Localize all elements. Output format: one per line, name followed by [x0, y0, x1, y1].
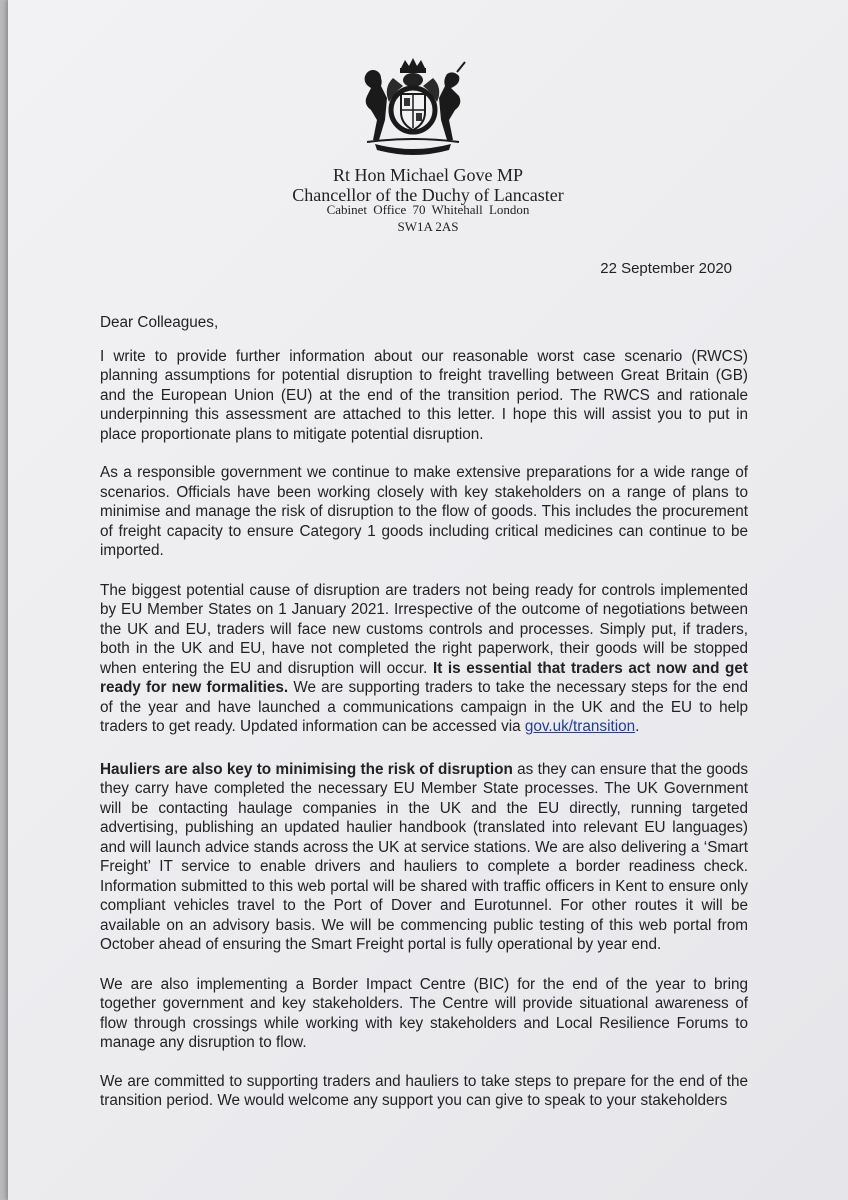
paragraph-3-text-b: We are supporting traders to take the necessary steps for the end of the year and have launched a communications campaign in the UK and the EU to help traders to get ready. Updated information can be accessed via — [100, 679, 748, 735]
paragraph-6: We are committed to supporting traders and hauliers to take steps to prepare for the end of the transition period. We would welcome any support you can give to speak to your stakeholders — [100, 1072, 748, 1109]
paragraph-5: We are also implementing a Border Impact Centre (BIC) for the end of the year to bring together government and key stakeholders. The Centre will provide situational awareness of flow through crossings while working with key stakeholders and Local Resilience Forums to manage any disruption to flow. — [100, 975, 748, 1051]
transition-link[interactable]: gov.uk/transition — [524, 718, 636, 735]
paragraph-3-bold: It is essential that traders act now and get ready for new formalities. — [100, 659, 749, 696]
paragraph-3 — [100, 581, 748, 737]
paragraph-1: I write to provide further information about our reasonable worst case scenario (RWCS) planning assumptions for potential disruption to freight travelling between Great Britain (GB) and the European Union (EU) at the end of the transition period. The RWCS and rationale underpinning this assessment are attached to this letter. I hope this will assist you to put in place proportionate plans to mitigate potential disruption. — [100, 347, 748, 443]
sender-name: Rt Hon Michael Gove MP — [333, 165, 523, 185]
letter-body — [100, 313, 748, 1111]
paragraph-3-text-c: . — [635, 718, 640, 735]
paragraph-2: As a responsible government we continue to make extensive preparations for a wide range of scenarios. Officials have been working closely with key stakeholders on a range of plans to minimise and manage the risk of disruption to the flow of goods. This includes the procurement of freight capacity to ensure Category 1 goods including critical medicines can continue to be imported. — [100, 464, 748, 559]
paragraph-4 — [100, 760, 748, 955]
letter-page — [8, 0, 848, 1200]
paragraph-4-text: as they can ensure that the goods they carry have completed the necessary EU Member State processes. The UK Government will be contacting haulage companies in the UK and the EU directly, running targeted advertising, publishing an updated haulier handbook (translated into relevant EU languages) and will launch advice stands across the UK at service stations. We are also delivering a ‘Smart Freight’ IT service to enable drivers and hauliers to complete a border readiness check. Information submitted to this web portal will be shared with traffic officers in Kent to ensure only compliant vehicles travel to the Port of Dover and Eurotunnel. For other routes it will be available on an advisory basis. We will be commencing public testing of this web portal from October ahead of ensuring the Smart Freight portal is fully operational by year end. — [100, 760, 748, 953]
paragraph-4-bold: Hauliers are also key to minimising the risk of disruption — [100, 760, 513, 778]
sender-postcode: SW1A 2AS — [397, 219, 459, 234]
letter-date: 22 September 2020 — [600, 260, 732, 277]
salutation: Dear Colleagues, — [100, 314, 219, 331]
paragraph-3-text-a: The biggest potential cause of disruption are traders not being ready for controls implemented by EU Member States on 1 January 2021. Irrespective of the outcome of negotiations between the UK and EU, traders will face new customs controls and processes. Simply put, if traders, both in the UK and EU, have not completed the right paperwork, their goods will be stopped when entering the EU and disruption will occur. — [100, 581, 748, 677]
sender-address: Cabinet Office 70 Whitehall London — [326, 202, 530, 217]
sender-title: Chancellor of the Duchy of Lancaster — [292, 185, 564, 205]
royal-coat-of-arms-icon — [353, 58, 473, 156]
